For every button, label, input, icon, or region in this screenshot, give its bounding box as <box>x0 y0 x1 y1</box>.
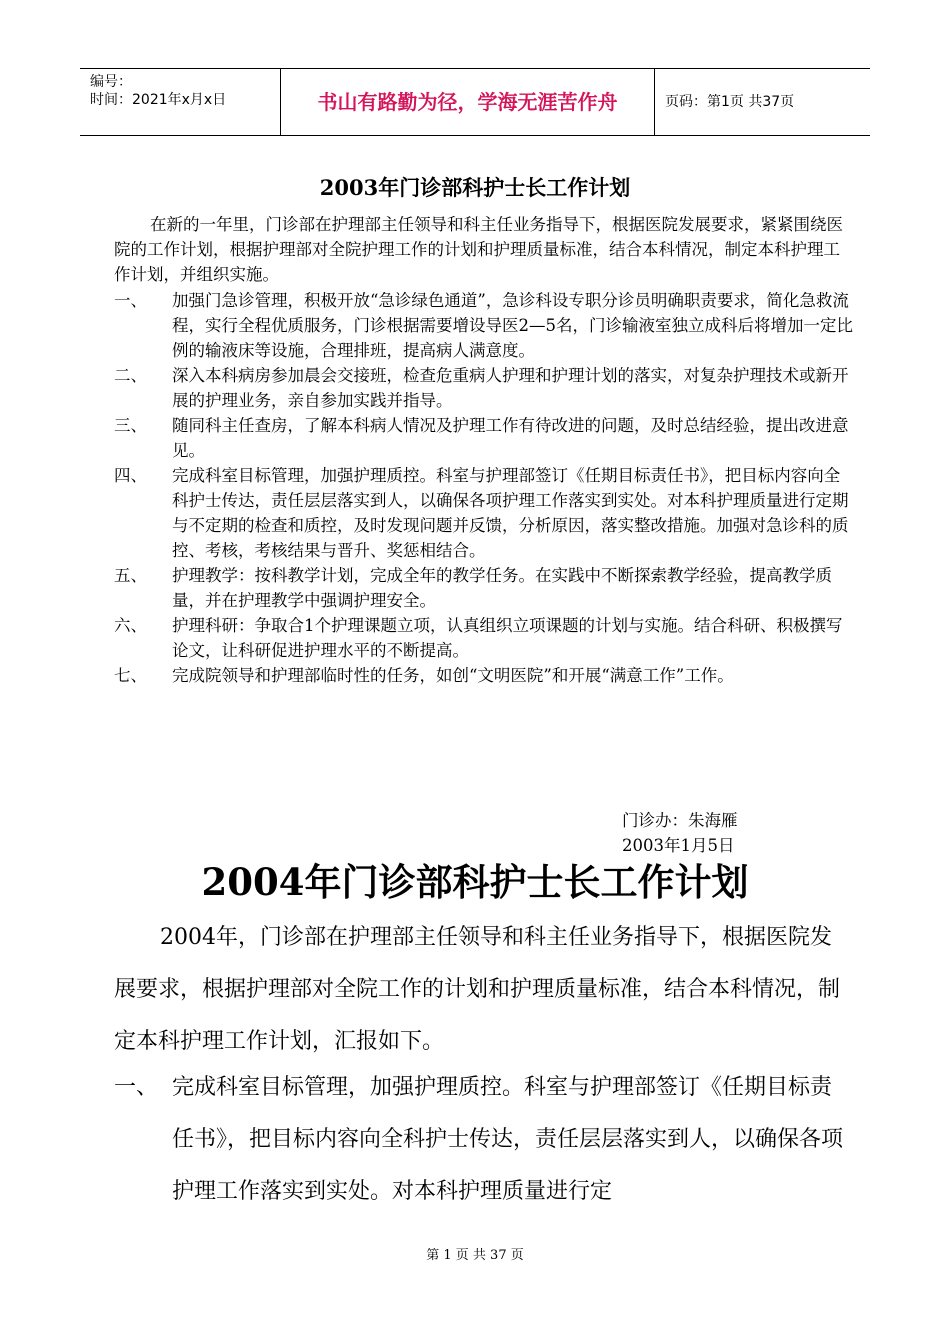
list-item-text: 完成科室目标管理，加强护理质控。科室与护理部签订《任期目标责任书》，把目标内容向全科护士传达，责任层层落实到人，以确保各项护理工作落实到实处。对本科护理质量进行定期与不定期的检查和质控，及时发现问题并反馈，分析原因，落实整改措施。加强对急诊科的质控、考核，考核结果与晋升、奖惩相结合。 <box>172 466 849 560</box>
list-item <box>114 563 854 613</box>
list-item-number: 一、 <box>114 291 147 310</box>
list-item-number: 三、 <box>114 416 147 435</box>
page-header <box>80 68 870 136</box>
page-footer: 第 1 页 共 37 页 <box>426 1248 524 1263</box>
list-item <box>114 1062 844 1218</box>
list-item <box>114 363 854 413</box>
list-item-number: 二、 <box>114 366 147 385</box>
list-item-text: 护理教学：按科教学计划，完成全年的教学任务。在实践中不断探索教学经验，提高教学质量，并在护理教学中强调护理安全。 <box>172 566 832 610</box>
list-item-text: 随同科主任查房，了解本科病人情况及护理工作有待改进的问题，及时总结经验，提出改进意见。 <box>172 416 849 460</box>
list-item-text: 加强门急诊管理，积极开放“急诊绿色通道”，急诊科设专职分诊员明确职责要求，简化急救流程，实行全程优质服务，门诊根据需要增设导医2—5名，门诊输液室独立成科后将增加一定比例的输液床等设施，合理排班，提高病人满意度。 <box>172 291 853 360</box>
header-page-number: 页码：第1页 共37页 <box>665 94 795 110</box>
plan-2003-list <box>114 288 854 688</box>
list-item-number: 五、 <box>114 566 147 585</box>
list-item-number: 六、 <box>114 616 147 635</box>
header-motto: 书山有路勤为径，学海无涯苦作舟 <box>281 69 655 135</box>
plan-2003-intro: 在新的一年里，门诊部在护理部主任领导和科主任业务指导下，根据医院发展要求，紧紧围绕医院的工作计划，根据护理部对全院护理工作的计划和护理质量标准，结合本科情况，制定本科护理工作计划，并组织实施。 <box>114 215 843 284</box>
list-item <box>114 663 854 688</box>
list-item <box>114 288 854 363</box>
plan-2003-date: 2003年1月5日 <box>622 836 735 855</box>
header-code: 编号： <box>90 74 132 90</box>
list-item <box>114 413 854 463</box>
header-meta <box>80 69 281 135</box>
header-time: 时间：2021年x月x日 <box>90 92 227 108</box>
list-item-text: 完成院领导和护理部临时性的任务，如创“文明医院”和开展“满意工作”工作。 <box>172 666 734 685</box>
list-item <box>114 463 854 563</box>
list-item-number: 七、 <box>114 666 147 685</box>
plan-2004-title: 2004年门诊部科护士长工作计划 <box>201 860 749 904</box>
list-item-text: 深入本科病房参加晨会交接班，检查危重病人护理和护理计划的落实，对复杂护理技术或新开展的护理业务，亲自参加实践并指导。 <box>172 366 849 410</box>
plan-2004-list <box>114 1062 844 1218</box>
list-item-number: 四、 <box>114 466 147 485</box>
plan-2003-title: 2003年门诊部科护士长工作计划 <box>319 175 631 200</box>
plan-2004-intro: 2004年，门诊部在护理部主任领导和科主任业务指导下，根据医院发展要求，根据护理部对全院工作的计划和护理质量标准，结合本科情况，制定本科护理工作计划，汇报如下。 <box>114 925 841 1054</box>
list-item-number: 一、 <box>114 1075 159 1100</box>
list-item-text: 护理科研：争取合1个护理课题立项，认真组织立项课题的计划与实施。结合科研、积极撰写论文，让科研促进护理水平的不断提高。 <box>172 616 843 660</box>
list-item-text: 完成科室目标管理，加强护理质控。科室与护理部签订《任期目标责任书》，把目标内容向全科护士传达，责任层层落实到人，以确保各项护理工作落实到实处。对本科护理质量进行定 <box>172 1075 844 1204</box>
list-item <box>114 613 854 663</box>
plan-2003-signature: 门诊办：朱海雁 <box>622 811 738 830</box>
